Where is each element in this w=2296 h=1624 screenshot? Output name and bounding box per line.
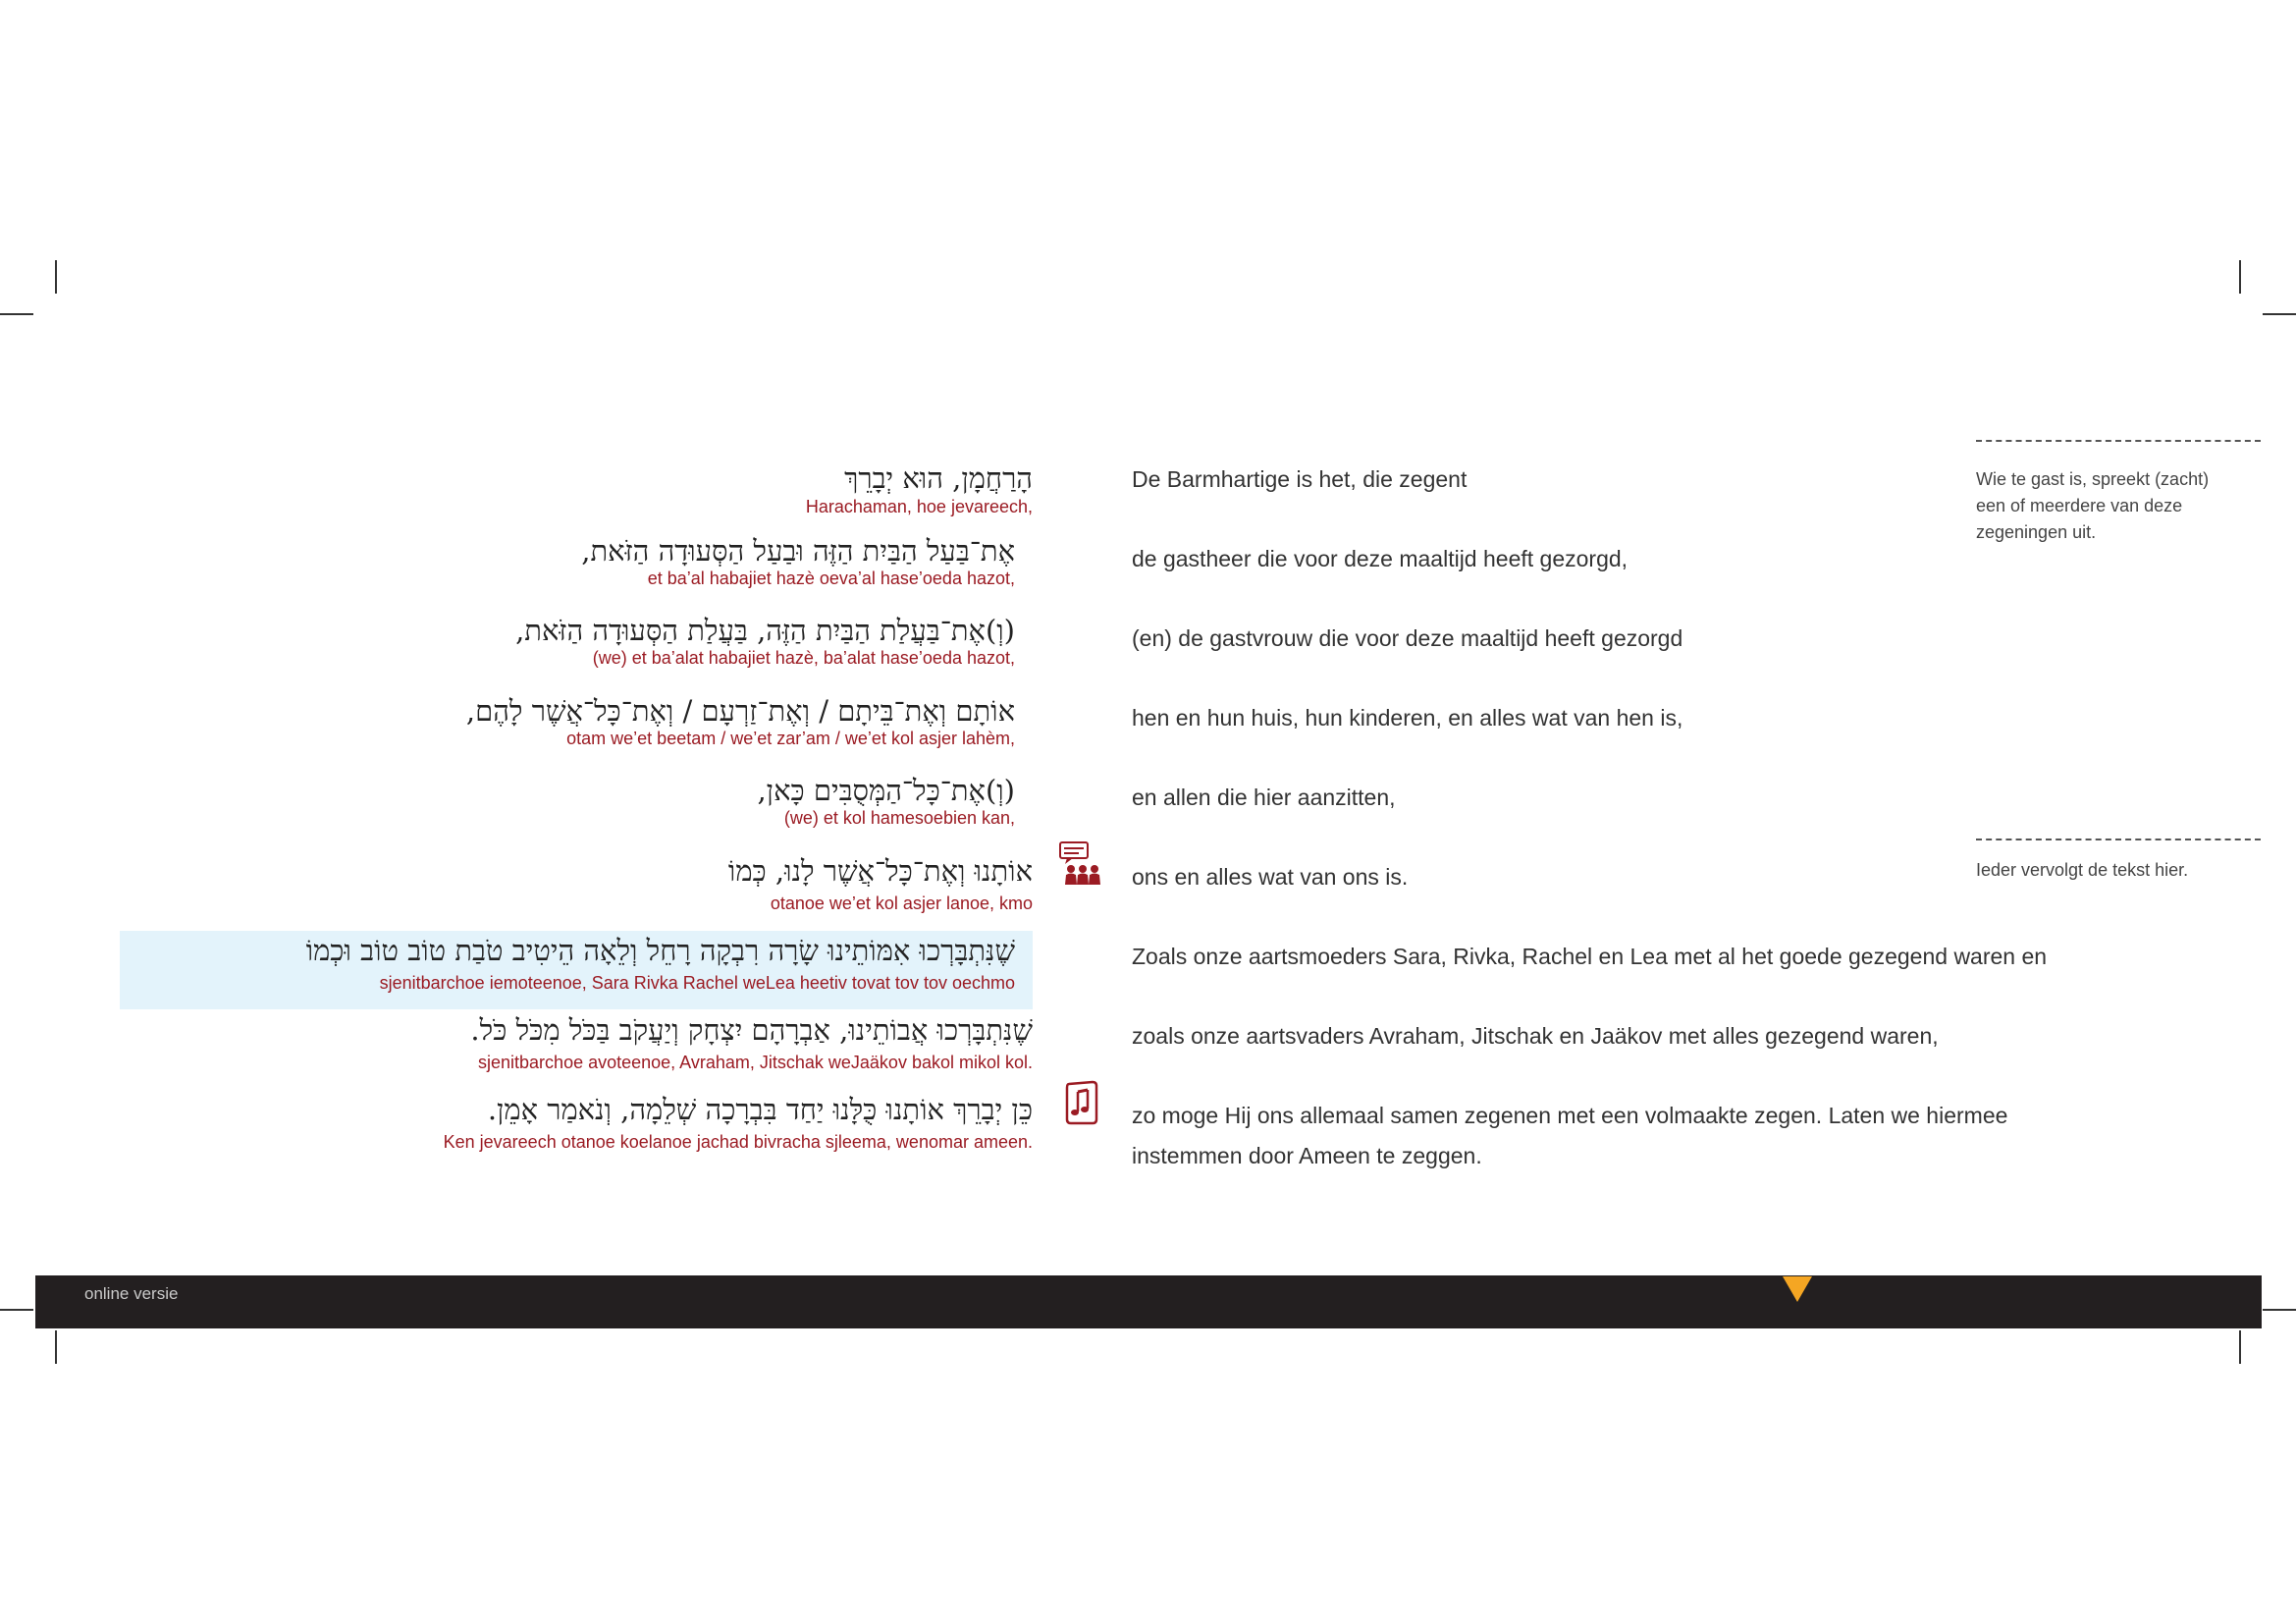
group-speaking-icon — [1057, 839, 1108, 887]
dutch-line-3: (en) de gastvrouw die voor deze maaltijd heeft gezorgd — [1132, 625, 1683, 651]
translit-line-8: sjenitbarchoe avoteenoe, Avraham, Jitschak weJaäkov bakol mikol kol. — [478, 1053, 1033, 1072]
music-note-icon — [1063, 1080, 1100, 1125]
crop-mark — [2239, 1330, 2241, 1364]
dutch-line-9: zo moge Hij ons allemaal samen zegenen met een volmaakte zegen. Laten we hiermee instemmen door Ameen te zeggen. — [1132, 1103, 2008, 1168]
crop-mark — [55, 260, 57, 294]
dutch-line-7: Zoals onze aartsmoeders Sara, Rivka, Rachel en Lea met al het goede gezegend waren en — [1132, 944, 2048, 969]
translit-line-4: otam we’et beetam / we’et zar’am / we’et kol asjer lahèm, — [566, 729, 1015, 748]
hebrew-line-2: אֶת־בַּעַל הַבַּיִת הַזֶּה וּבַעַל הַסְּעוּדָה הַזֹּאת, — [581, 534, 1015, 568]
translit-line-3: (we) et ba’alat habajiet hazè, ba’alat hase’oeda hazot, — [592, 648, 1015, 668]
translit-line-9: Ken jevareech otanoe koelanoe jachad bivracha sjleema, wenomar ameen. — [443, 1132, 1033, 1152]
crop-mark — [55, 1330, 57, 1364]
crop-mark — [0, 1309, 33, 1311]
sidebar-note-guest: Wie te gast is, spreekt (zacht) een of meerdere van deze zegeningen uit. — [1976, 469, 2210, 542]
hebrew-line-3: (וְ)אֶת־בַּעֲלַת הַבַּיִת הַזֶּה, בַּעֲלַת הַסְּעוּדָה הַזֹּאת, — [515, 614, 1015, 647]
hebrew-line-6: אוֹתָנוּ וְאֶת־כָּל־אֲשֶׁר לָנוּ, כְּמוֹ — [727, 854, 1033, 888]
dutch-line-5: en allen die hier aanzitten, — [1132, 785, 1396, 810]
crop-mark — [2263, 313, 2296, 315]
dutch-line-2: de gastheer die voor deze maaltijd heeft gezorgd, — [1132, 546, 1629, 571]
translit-line-7: sjenitbarchoe iemoteenoe, Sara Rivka Rachel weLea heetiv tovat tov tov oechmo — [379, 973, 1015, 993]
crop-mark — [2263, 1309, 2296, 1311]
dashed-divider — [1976, 839, 2261, 840]
hebrew-line-8: שֶׁנִּתְבָּרְכוּ אֲבוֹתֵינוּ, אַבְרָהָם יִצְחָק וְיַעֲקֹב בַּכֹּל מִכֹּל כֹּל. — [470, 1013, 1033, 1047]
hebrew-line-5: (וְ)אֶת־כָּל־הַמְּסֻבִּים כָּאן, — [757, 774, 1015, 807]
translit-line-2: et ba’al habajiet hazè oeva’al hase’oeda hazot, — [647, 568, 1015, 588]
hebrew-line-4: אוֹתָם וְאֶת־בֵּיתָם / וְאֶת־זַרְעָם / וְאֶת־כָּל־אֲשֶׁר לָהֶם, — [465, 694, 1015, 728]
hebrew-line-7: שֶׁנִּתְבָּרְכוּ אִמּוֹתֵינוּ שָׂרָה רִבְקָה רָחֵל וְלֵאָה הֵיטִיב טֹבַת טוֹב טוֹב וּכְמוֹ — [305, 934, 1015, 967]
dutch-line-6: ons en alles wat van ons is. — [1132, 864, 1409, 890]
dutch-line-1: De Barmhartige is het, die zegent — [1132, 466, 1468, 492]
translit-line-1: Harachaman, hoe jevareech, — [805, 497, 1033, 516]
footer-label: online versie — [84, 1284, 179, 1303]
crop-mark — [0, 313, 33, 315]
hebrew-line-9: כֵּן יְבָרֵךְ אוֹתָנוּ כֻּלָּנוּ יַחַד בִּבְרָכָה שְׁלֵמָה, וְנֹאמַר אָמֵן. — [487, 1093, 1033, 1126]
sidebar-note-continue: Ieder vervolgt de tekst hier. — [1976, 860, 2189, 880]
dashed-divider — [1976, 440, 2261, 442]
footer-bar — [35, 1275, 2262, 1328]
hebrew-line-1: הָרַחֲמָן, הוּא יְבָרֵךְ — [844, 461, 1033, 495]
translit-line-5: (we) et kol hamesoebien kan, — [783, 808, 1015, 828]
dutch-line-4: hen en hun huis, hun kinderen, en alles wat van hen is, — [1132, 705, 1683, 731]
crop-mark — [2239, 260, 2241, 294]
translit-line-6: otanoe we’et kol asjer lanoe, kmo — [770, 893, 1033, 913]
page-marker-triangle — [1783, 1276, 1812, 1302]
dutch-line-8: zoals onze aartsvaders Avraham, Jitschak en Jaäkov met alles gezegend waren, — [1132, 1023, 1939, 1049]
